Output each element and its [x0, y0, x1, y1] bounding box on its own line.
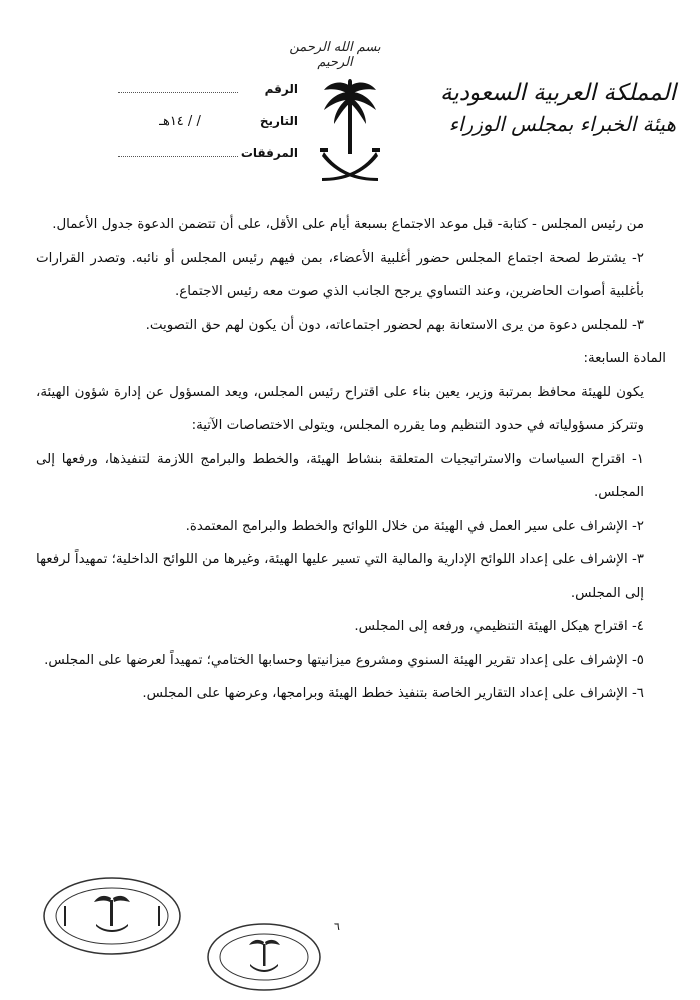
list-item: ١- اقتراح السياسات والاستراتيجيات المتعلقة بنشاط الهيئة، والخطط والبرامج اللازمة لتنفيذها، ورفعها إلى المجلس.	[36, 451, 644, 500]
official-seal-stamp	[42, 876, 182, 956]
ref-field	[118, 82, 238, 93]
article-heading: المادة السابعة:	[583, 351, 666, 366]
org-name-line1: المملكة العربية السعودية	[440, 80, 676, 106]
paragraph-continuation: من رئيس المجلس - كتابة- قبل موعد الاجتماع بسبعة أيام على الأقل، على أن تتضمن الدعوة جدول الأعمال.	[52, 217, 644, 232]
date-label: التاريخ	[259, 114, 298, 128]
list-item: ٣- الإشراف على إعداد اللوائح الإدارية والمالية التي تسير عليها الهيئة، وغيرها من اللوائح الداخلية؛ تمهيداً لرفعها إلى المجلس.	[36, 552, 644, 601]
page-number: ٦	[334, 920, 340, 933]
attachments-label: المرفقات	[240, 146, 298, 160]
ref-label: الرقم	[264, 82, 298, 96]
date-field: / / ١٤هـ	[159, 114, 201, 129]
attachments-field	[118, 146, 238, 157]
list-item: ٥- الإشراف على إعداد تقرير الهيئة السنوي ومشروع ميزانيتها وحسابها الختامي؛ تمهيداً لعرضها على المجلس.	[44, 652, 644, 668]
org-name-line2: هيئة الخبراء بمجلس الوزراء	[448, 112, 676, 136]
document-body	[36, 208, 666, 711]
list-item: ٢- الإشراف على سير العمل في الهيئة من خلال اللوائح والخطط والبرامج المعتمدة.	[185, 518, 644, 534]
basmala: بسم الله الرحمن الرحيم	[289, 40, 381, 70]
list-item: ٤- اقتراح هيكل الهيئة التنظيمي، ورفعه إلى المجلس.	[354, 619, 644, 634]
reference-block	[118, 82, 298, 178]
article-intro: يكون للهيئة محافظ بمرتبة وزير، يعين بناء على اقتراح رئيس المجلس، ويعد المسؤول عن إدارة شؤون الهيئة، وتتركز مسؤولياته في حدود التنظيم وما يقرره المجلس، ويتولى الاختصاصات الآتية:	[36, 384, 644, 433]
paragraph-item-3: ٣- للمجلس دعوة من يرى الاستعانة بهم لحضور اجتماعاته، دون أن يكون لهم حق التصويت.	[145, 317, 644, 333]
palm-swords-emblem-icon	[318, 78, 382, 188]
secretariat-seal-stamp	[206, 922, 322, 992]
paragraph-item-2: ٢- يشترط لصحة اجتماع المجلس حضور أغلبية الأعضاء، بمن فيهم رئيس المجلس أو نائبه. وتصدر القرارات بأغلبية أصوات الحاضرين، وعند التساوي يرجح الجانب الذي صوت معه رئيس الاجتماع.	[36, 250, 644, 299]
date-row	[118, 114, 298, 146]
attachments-row	[118, 146, 298, 178]
list-item: ٦- الإشراف على إعداد التقارير الخاصة بتنفيذ خطط الهيئة وبرامجها، وعرضها على المجلس.	[142, 686, 644, 701]
organization-header	[426, 80, 676, 136]
ref-row	[118, 82, 298, 114]
